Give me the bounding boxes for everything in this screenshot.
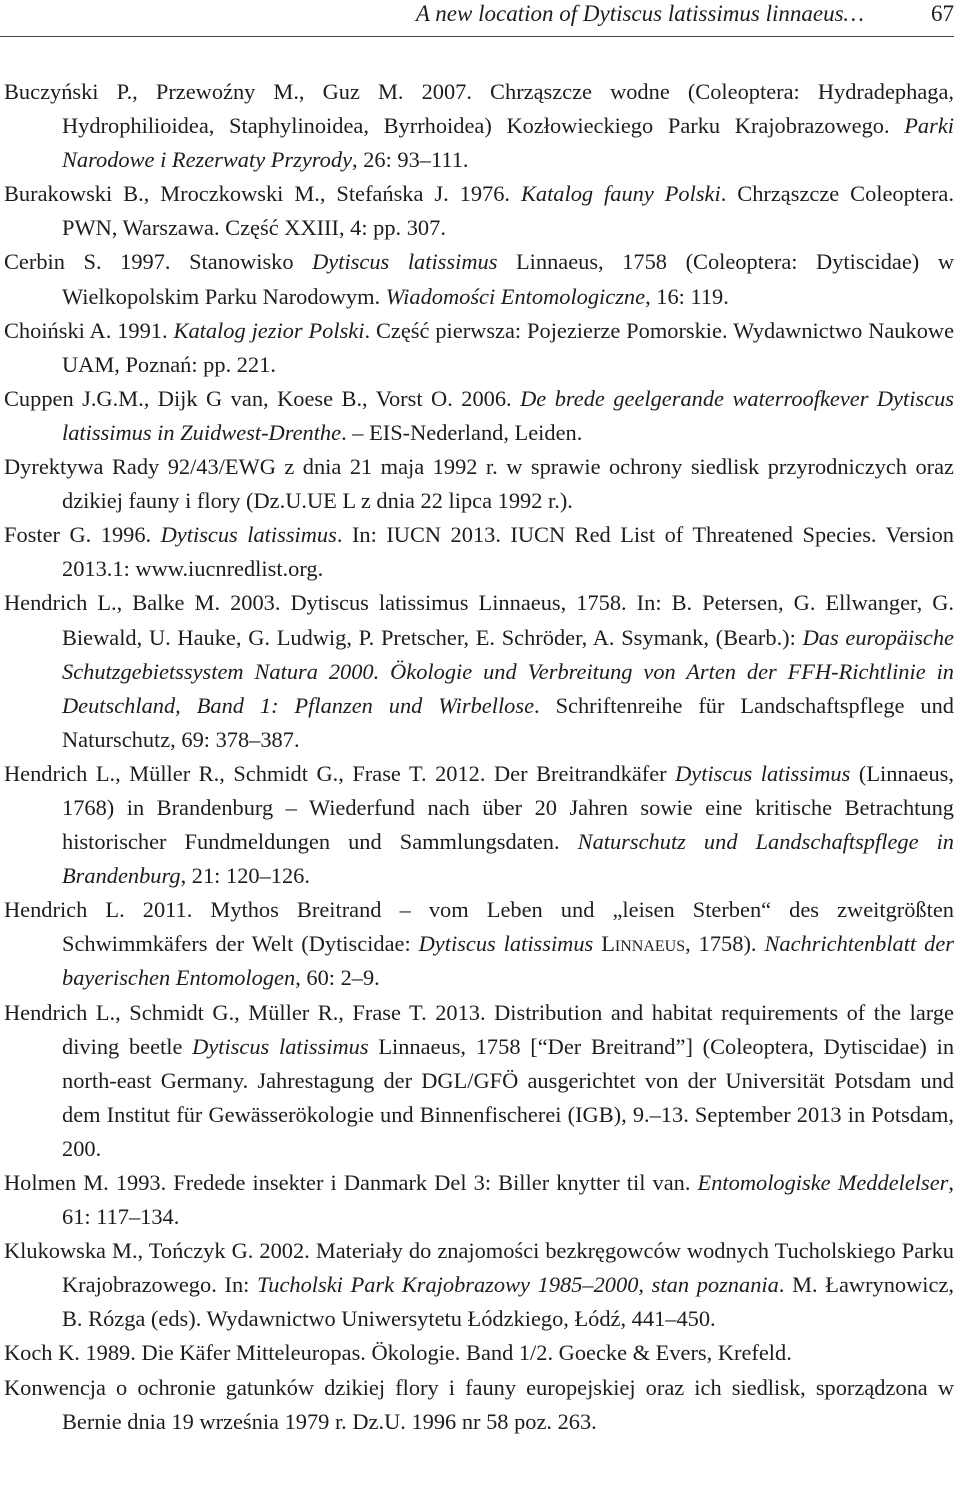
reference-entry — [4, 245, 954, 313]
reference-text: . Schriftenreihe für Landschaftspflege und Naturschutz, 69: 378–387. — [62, 692, 954, 752]
reference-italic-text: Dytiscus latissimus — [160, 522, 337, 548]
reference-text: Holmen M. 1993. Fredede insekter i Danmark Del 3: Biller knytter til van. — [4, 1170, 698, 1195]
reference-entry — [4, 1336, 954, 1370]
page-number: 67 — [931, 1, 954, 26]
reference-entry — [4, 586, 954, 756]
reference-italic-text: Naturschutz und Landschaftspflege in Brandenburg — [62, 829, 954, 889]
reference-entry — [4, 177, 954, 245]
reference-entry — [4, 450, 954, 518]
reference-text: Buczyński P., Przewoźny M., Guz M. 2007. Chrząszcze wodne (Coleoptera: Hydradephaga, Hydrophilioidea, Staphylinoidea, Byrrhoidea) Kozłowieckiego Parku Krajobrazowego. — [4, 79, 954, 139]
reference-text: , 60: 2–9. — [295, 965, 380, 991]
reference-italic-text: Tucholski Park Krajobrazowy 1985–2000, stan poznania — [257, 1272, 779, 1298]
reference-text: , 21: 120–126. — [180, 863, 310, 889]
reference-text: Linnaeus — [601, 931, 686, 957]
reference-entry — [4, 75, 954, 177]
reference-text: . In: IUCN 2013. IUCN Red List of Threatened Species. Version 2013.1: www.iucnredlist.org. — [62, 522, 955, 582]
reference-text: Hendrich L., Müller R., Schmidt G., Frase T. 2012. Der Breitrandkäfer — [4, 760, 676, 786]
reference-entry — [4, 518, 954, 586]
reference-text: Linnaeus, 1758 [“Der Breitrand”] (Coleoptera, Dytiscidae) in north-east Germany. Jahrestagung der DGL/GFÖ ausgerichtet von der Universität Potsdam und dem Institut für Gewässerökologie und Binnenfischerei (IGB), 9.–13. September 2013 in Potsdam, 200. — [62, 1033, 955, 1161]
reference-text: Hendrich L., Schmidt G., Müller R., Frase T. 2013. Distribution and habitat requirements of the large diving beetle — [4, 999, 954, 1059]
reference-text: Choiński A. 1991. — [4, 317, 174, 343]
reference-entry — [4, 757, 954, 893]
reference-entry — [4, 893, 954, 995]
reference-entry — [4, 1371, 954, 1439]
reference-text: , 16: 119. — [645, 283, 729, 309]
reference-text: , 1758). — [685, 931, 765, 957]
reference-italic-text: Nachrichtenblatt der bayerischen Entomologen — [62, 931, 954, 991]
reference-text: . – EIS-Nederland, Leiden. — [341, 419, 583, 445]
reference-italic-text: De brede geelgerande waterroofkever Dytiscus latissimus in Zuidwest-Drenthe — [62, 385, 954, 445]
reference-text: , 61: 117–134. — [62, 1170, 954, 1230]
reference-text: (Linnaeus, 1768) in Brandenburg – Wiederfund nach über 20 Jahren sowie eine kritische Betrachtung historischer Fundmeldungen und Sammlungsdaten. — [62, 760, 954, 855]
reference-italic-text: Dytiscus latissimus — [192, 1033, 369, 1059]
running-header — [0, 0, 954, 37]
reference-text: Cerbin S. 1997. Stanowisko — [4, 249, 313, 275]
reference-text: Dyrektywa Rady 92/43/EWG z dnia 21 maja 1992 r. w sprawie ochrony siedlisk przyrodniczych oraz dzikiej fauny i flory (Dz.U.UE L z dnia 22 lipca 1992 r.). — [4, 454, 954, 514]
reference-italic-text: Parki Narodowe i Rezerwaty Przyrody — [62, 113, 954, 173]
reference-list — [4, 75, 954, 1439]
reference-entry — [4, 382, 954, 450]
reference-text: Klukowska M., Tończyk G. 2002. Materiały do znajomości bezkręgowców wodnych Tucholskiego Parku Krajobrazowego. In: — [4, 1238, 954, 1298]
reference-italic-text: Dytiscus latissimus — [312, 249, 498, 275]
reference-italic-text: Das europäische Schutzgebietssystem Natura 2000. Ökologie und Verbreitung von Arten der FFH-Richtlinie in Deutschland, Band 1: Pflanzen und Wirbellose — [62, 624, 954, 718]
reference-entry — [4, 996, 954, 1166]
reference-text: . Chrząszcze Coleoptera. PWN, Warszawa. Część XXIII, 4: pp. 307. — [62, 181, 954, 241]
reference-entry — [4, 1166, 954, 1234]
reference-entry — [4, 1234, 954, 1336]
reference-text: Burakowski B., Mroczkowski M., Stefańska J. 1976. — [4, 181, 521, 207]
reference-text: . M. Ławrynowicz, B. Rózga (eds). Wydawnictwo Uniwersytetu Łódzkiego, Łódź, 441–450. — [62, 1272, 954, 1332]
reference-text: . Część pierwsza: Pojezierze Pomorskie. Wydawnictwo Naukowe UAM, Poznań: pp. 221. — [62, 317, 955, 377]
reference-italic-text: Entomologiske Meddelelser — [697, 1170, 949, 1195]
running-title: A new location of Dytiscus latissimus linnaeus… — [415, 1, 864, 26]
reference-text: Foster G. 1996. — [4, 522, 161, 548]
reference-text: Cuppen J.G.M., Dijk G van, Koese B., Vorst O. 2006. — [4, 385, 521, 411]
reference-text: Konwencja o ochronie gatunków dzikiej flory i fauny europejskiej oraz ich siedlisk, sporządzona w Bernie dnia 19 września 1979 r. Dz.U. 1996 nr 58 poz. 263. — [4, 1374, 954, 1434]
reference-entry — [4, 314, 954, 382]
reference-text: , 26: 93–111. — [352, 147, 469, 173]
reference-text: Linnaeus, 1758 (Coleoptera: Dytiscidae) w Wielkopolskim Parku Narodowym. — [62, 249, 954, 309]
reference-italic-text: Dytiscus latissimus — [418, 931, 594, 957]
reference-italic-text: Katalog jezior Polski — [173, 317, 365, 343]
reference-text: Koch K. 1989. Die Käfer Mitteleuropas. Ökologie. Band 1/2. Goecke & Evers, Krefeld. — [4, 1340, 792, 1366]
reference-text: Hendrich L., Balke M. 2003. Dytiscus latissimus Linnaeus, 1758. In: B. Petersen, G. Ellwanger, G. Biewald, U. Hauke, G. Ludwig, P. Pretscher, E. Schröder, A. Ssymank, (Bearb.): — [4, 590, 954, 650]
reference-italic-text: Dytiscus latissimus — [675, 760, 851, 786]
reference-italic-text: Wiadomości Entomologiczne — [385, 283, 646, 309]
reference-italic-text: Katalog fauny Polski — [520, 181, 721, 207]
reference-text: Hendrich L. 2011. Mythos Breitrand – vom Leben und „leisen Sterben“ des zweitgrößten Schwimmkäfers der Welt (Dytiscidae: — [4, 897, 954, 957]
